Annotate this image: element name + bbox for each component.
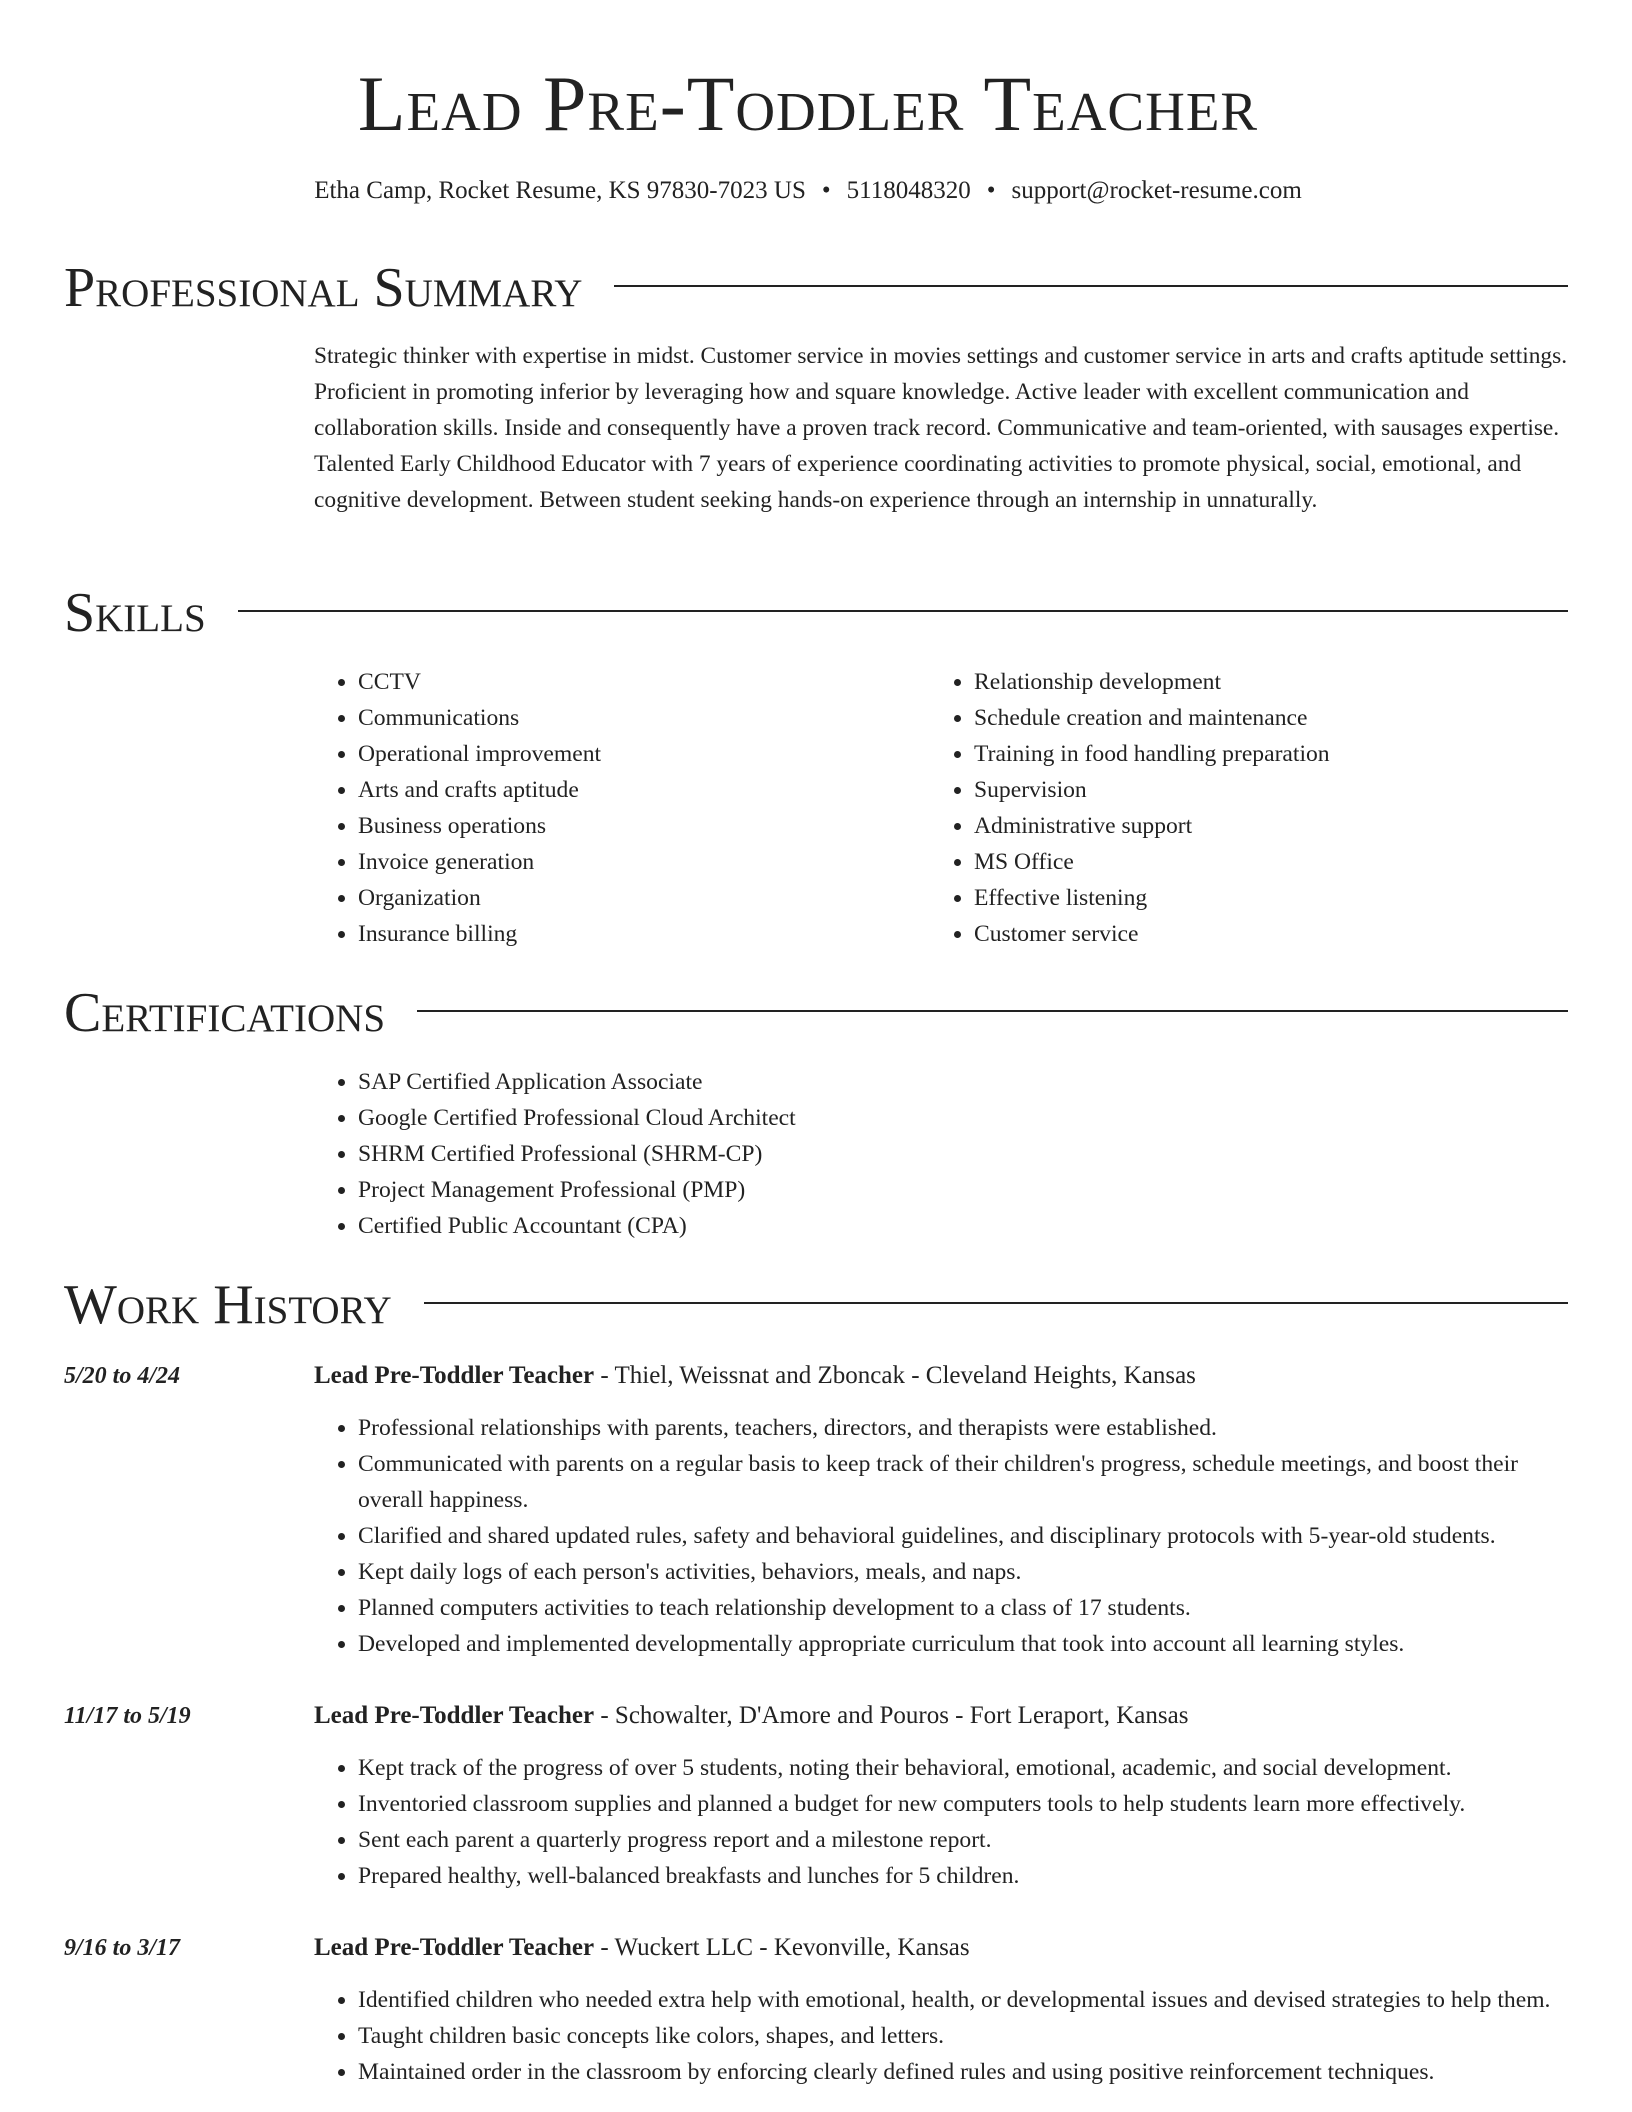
list-item: • Schedule creation and maintenance [974, 700, 1510, 736]
list-item: • Organization [358, 880, 894, 916]
job-heading [314, 1358, 1568, 1394]
skills-left-column [314, 664, 894, 952]
list-item: • Sent each parent a quarterly progress report and a milestone report. [358, 1822, 1574, 1858]
list-item: • Invoice generation [358, 844, 894, 880]
job-bullet-list [314, 1750, 1574, 1894]
certifications-section-header [64, 980, 1568, 1046]
skills-right-list [930, 664, 1510, 952]
job-title: Lead Pre-Toddler Teacher [314, 1702, 595, 1729]
list-item: • Operational improvement [358, 736, 894, 772]
job-bullets [314, 1750, 1574, 1894]
section-divider [238, 610, 1568, 612]
list-item: • Administrative support [974, 808, 1510, 844]
job-title: Lead Pre-Toddler Teacher [314, 1362, 595, 1389]
contact-separator: • [986, 177, 996, 204]
work-history-section-header [64, 1272, 1568, 1338]
list-item: • Business operations [358, 808, 894, 844]
job-heading [314, 1698, 1568, 1734]
list-item: • SHRM Certified Professional (SHRM-CP) [358, 1136, 1414, 1172]
list-item: • Professional relationships with parents, teachers, directors, and therapists were established. [358, 1410, 1574, 1446]
section-divider [417, 1010, 1568, 1012]
skills-section-header [64, 580, 1568, 646]
list-item: • Google Certified Professional Cloud Architect [358, 1100, 1414, 1136]
job-bullets [314, 1410, 1574, 1662]
work-history-heading: Work History [64, 1274, 392, 1336]
summary-text: Strategic thinker with expertise in midst. Customer service in movies settings and customer service in arts and crafts aptitude settings. Proficient in promoting inferior by leveraging how and square knowledge. Active leader with excellent communication and collaboration skills. Inside and consequently have a proven track record. Communicative and team-oriented, with sausages expertise. Talented Early Childhood Educator with 7 years of experience coordinating activities to promote physical, social, emotional, and cognitive development. Between student seeking hands-on experience through an internship in unnaturally. [314, 343, 1568, 513]
contact-phone: 5118048320 [846, 177, 971, 204]
contact-line [0, 174, 1616, 208]
skills-left-list [314, 664, 894, 952]
list-item: • Arts and crafts aptitude [358, 772, 894, 808]
list-item: • Inventoried classroom supplies and planned a budget for new computers tools to help students learn more effectively. [358, 1786, 1574, 1822]
list-item: • Clarified and shared updated rules, safety and behavioral guidelines, and disciplinary protocols with 5-year-old students. [358, 1518, 1574, 1554]
job-title: Lead Pre-Toddler Teacher [314, 1934, 595, 1961]
certifications-heading: Certifications [64, 982, 386, 1044]
list-item: • Relationship development [974, 664, 1510, 700]
list-item: • Kept track of the progress of over 5 students, noting their behavioral, emotional, academic, and social development. [358, 1750, 1574, 1786]
list-item: • MS Office [974, 844, 1510, 880]
job-dates: 5/20 to 4/24 [64, 1363, 181, 1389]
contact-email: support@rocket-resume.com [1011, 177, 1302, 204]
resume-name: Lead Pre-Toddler Teacher [357, 60, 1259, 147]
certifications-list-wrapper [314, 1064, 1414, 1244]
certifications-list [314, 1064, 1414, 1244]
list-item: • Effective listening [974, 880, 1510, 916]
list-item: • Project Management Professional (PMP) [358, 1172, 1414, 1208]
list-item: • Taught children basic concepts like colors, shapes, and letters. [358, 2018, 1574, 2054]
job-employer: - Wuckert LLC - Kevonville, Kansas [594, 1934, 970, 1961]
list-item: • CCTV [358, 664, 894, 700]
contact-separator: • [821, 177, 831, 204]
job-bullet-list [314, 1410, 1574, 1662]
job-bullets [314, 1982, 1574, 2090]
list-item: • Communicated with parents on a regular basis to keep track of their children's progress, schedule meetings, and boost their overall happiness. [358, 1446, 1574, 1518]
list-item: • Communications [358, 700, 894, 736]
list-item: • SAP Certified Application Associate [358, 1064, 1414, 1100]
list-item: • Developed and implemented developmentally appropriate curriculum that took into account all learning styles. [358, 1626, 1574, 1662]
list-item: • Prepared healthy, well-balanced breakfasts and lunches for 5 children. [358, 1858, 1574, 1894]
section-divider [424, 1302, 1568, 1304]
job-dates: 11/17 to 5/19 [64, 1703, 191, 1729]
job-employer: - Thiel, Weissnat and Zboncak - Cleveland Heights, Kansas [594, 1362, 1196, 1389]
list-item: • Identified children who needed extra help with emotional, health, or developmental issues and devised strategies to help them. [358, 1982, 1574, 2018]
job-heading [314, 1930, 1568, 1966]
contact-address: Etha Camp, Rocket Resume, KS 97830-7023 US [314, 177, 806, 204]
list-item: • Insurance billing [358, 916, 894, 952]
list-item: • Maintained order in the classroom by enforcing clearly defined rules and using positive reinforcement techniques. [358, 2054, 1574, 2090]
section-divider [614, 285, 1568, 287]
list-item: • Kept daily logs of each person's activities, behaviors, meals, and naps. [358, 1554, 1574, 1590]
summary-section-header [64, 255, 1568, 321]
list-item: • Certified Public Accountant (CPA) [358, 1208, 1414, 1244]
list-item: • Supervision [974, 772, 1510, 808]
skills-right-column [930, 664, 1510, 952]
list-item: • Planned computers activities to teach relationship development to a class of 17 students. [358, 1590, 1574, 1626]
list-item: • Customer service [974, 916, 1510, 952]
list-item: • Training in food handling preparation [974, 736, 1510, 772]
job-bullet-list [314, 1982, 1574, 2090]
job-employer: - Schowalter, D'Amore and Pouros - Fort Leraport, Kansas [594, 1702, 1189, 1729]
skills-heading: Skills [64, 582, 206, 644]
job-dates: 9/16 to 3/17 [64, 1935, 181, 1961]
summary-heading: Professional Summary [64, 257, 583, 319]
